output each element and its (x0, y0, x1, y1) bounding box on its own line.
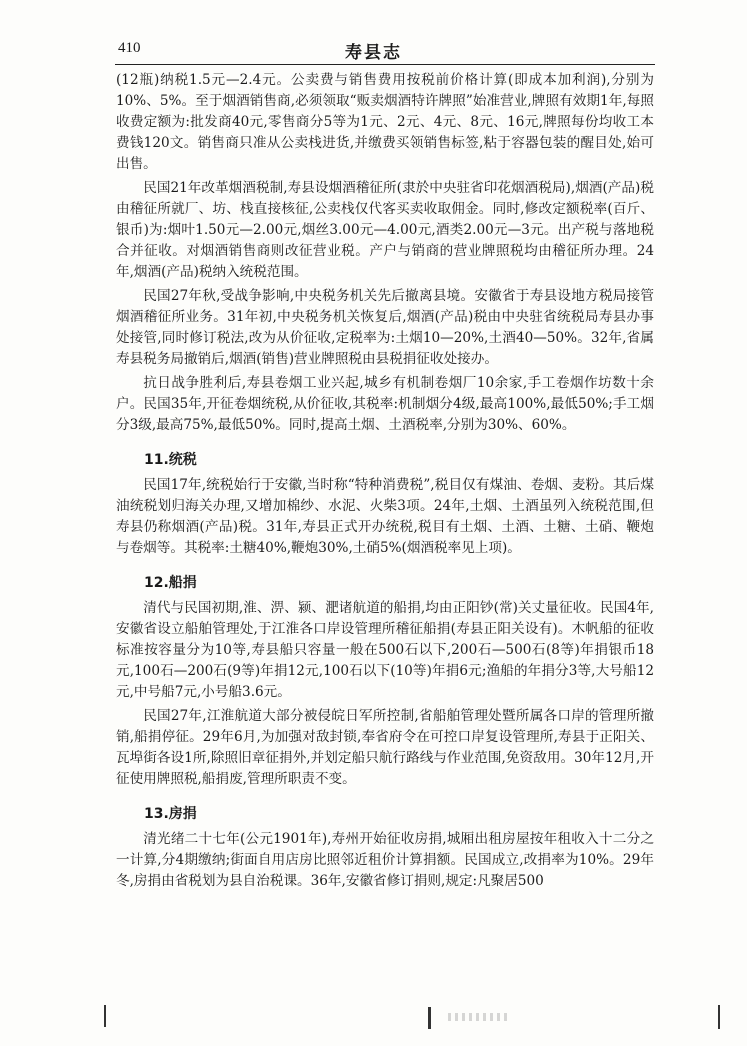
scan-artifacts (0, 1005, 747, 1035)
paragraph: 抗日战争胜利后,寿县卷烟工业兴起,城乡有机制卷烟厂10余家,手工卷烟作坊数十余户。民国35年,开征卷烟统税,从价征收,其税率:机制烟分4级,最高100%,最低50%;手工烟分3级,最高75%,最低50%。同时,提高土烟、土酒税率,分别为30%、60%。 (116, 375, 654, 433)
paragraph: 民国21年改革烟酒税制,寿县设烟酒稽征所(隶於中央驻省印花烟酒税局),烟酒(产品)税由稽征所就厂、坊、栈直接核征,公卖栈仅代客买卖收取佣金。同时,修改定额税率(百斤、银币)为:烟叶1.50元—2.00元,烟丝3.00元—4.00元,酒类2.00元—3元。出产税与落地税合并征收。对烟酒销售商则改征营业税。产户与销商的营业牌照税均由稽征所办理。24年,烟酒(产品)税纳入统税范围。 (116, 180, 654, 280)
paragraph: 民国27年,江淮航道大部分被侵皖日军所控制,省船舶管理处暨所属各口岸的管理所撤销,船捐停征。29年6月,为加强对敌封锁,奉省府令在可控口岸复设管理所,寿县于正阳关、瓦埠街各设1所,除照旧章征捐外,并划定船只航行路线与作业范围,免资敌用。30年12月,开征使用牌照税,船捐废,管理所职责不变。 (116, 708, 654, 787)
paragraph: (12瓶)纳税1.5元—2.4元。公卖费与销售费用按税前价格计算(即成本加利润),分别为10%、5%。至于烟酒销售商,必须领取“贩卖烟酒特许牌照”始准营业,牌照有效期1年,每照收费定额为:批发商40元,零售商分5等为1元、2元、4元、8元、16元,牌照每份均收工本费钱120文。销售商只准从公卖栈进货,并缴费买领销售标签,粘于容器包装的醒目处,始可出售。 (116, 72, 654, 172)
scan-mark (718, 1005, 720, 1029)
scan-mark (104, 1005, 106, 1027)
page-body (116, 70, 654, 895)
scan-mark (428, 1007, 431, 1029)
scan-smudge (448, 1013, 508, 1021)
paragraph: 清代与民国初期,淮、淠、颍、淝诸航道的船捐,均由正阳钞(常)关丈量征收。民国4年,安徽省设立船舶管理处,于江淮各口岸设管理所稽征船捐(寿县正阳关设有)。木帆船的征收标准按容量分为10等,寿县船只容量一般在500石以下,200石—500石(8等)年捐银币18元,100石—200石(9等)年捐12元,100石以下(10等)年捐6元;渔船的年捐分3等,大号船12元,中号船7元,小号船3.6元。 (116, 600, 654, 700)
paragraph: 民国27年秋,受战争影响,中央税务机关先后撤离县境。安徽省于寿县设地方税局接管烟酒稽征所业务。31年初,中央税务机关恢复后,烟酒(产品)税由中央驻省统税局寿县办事处接管,同时修订税法,改为从价征收,定税率为:土烟10—20%,土酒40—50%。32年,省属寿县税务局撤销后,烟酒(销售)营业牌照税由县税捐征收处接办。 (116, 288, 654, 367)
header-rule (115, 64, 655, 65)
paragraph: 民国17年,统税始行于安徽,当时称“特种消费税”,税目仅有煤油、卷烟、麦粉。其后煤油统税划归海关办理,又增加棉纱、水泥、火柴3项。24年,土烟、土酒虽列入统税范围,但寿县仍称烟酒(产品)税。31年,寿县正式开办统税,税目有土烟、土酒、土糖、土硝、鞭炮与卷烟等。其税率:土糖40%,鞭炮30%,土硝5%(烟酒税率见上项)。 (116, 477, 654, 556)
running-head-title: 寿县志 (345, 43, 402, 63)
paragraph: 清光绪二十七年(公元1901年),寿州开始征收房捐,城厢出租房屋按年租收入十二分之一计算,分4期缴纳;街面自用店房比照邻近租价计算捐额。民国成立,改捐率为10%。29年冬,房捐由省税划为县自治税课。36年,安徽省修订捐则,规定:凡聚居500 (116, 831, 654, 889)
section-heading-unified-tax: 11.统税 (144, 452, 197, 468)
section-heading-house-levy: 13.房捐 (144, 806, 197, 822)
section-heading-boat-levy: 12.船捐 (144, 575, 197, 591)
page-number: 410 (118, 40, 141, 56)
